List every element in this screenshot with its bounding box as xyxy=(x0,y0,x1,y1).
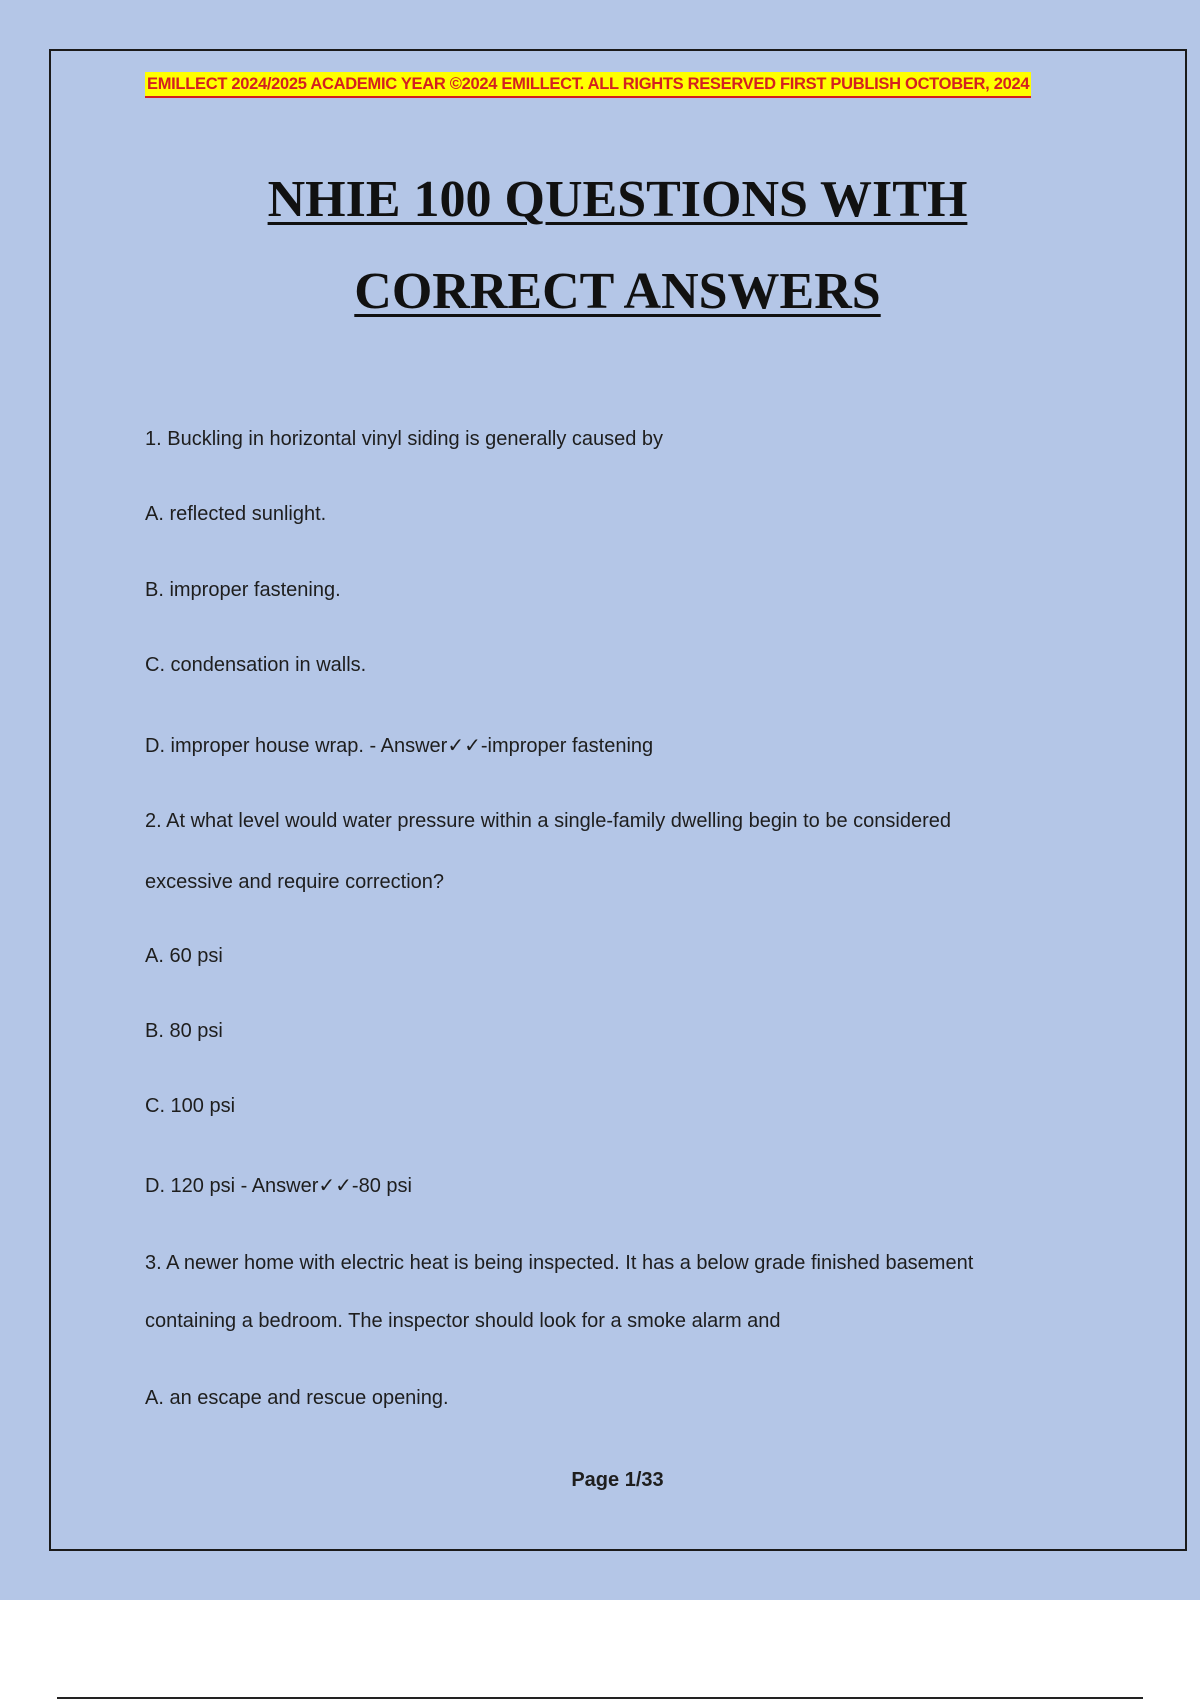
question-2-text-line-1: 2. At what level would water pressure within a single-family dwelling begin to be considered xyxy=(145,810,951,832)
question-2-option-d-answer: D. 120 psi - Answer✓✓-80 psi xyxy=(145,1175,412,1197)
question-2-option-c: C. 100 psi xyxy=(145,1095,236,1117)
bottom-divider xyxy=(57,1697,1143,1699)
question-2-text-line-2: excessive and require correction? xyxy=(145,871,445,893)
question-1-option-a: A. reflected sunlight. xyxy=(145,503,327,525)
question-1-option-d-answer: D. improper house wrap. - Answer✓✓-improper fastening xyxy=(145,735,654,757)
question-1-option-b: B. improper fastening. xyxy=(145,579,341,601)
question-3-text-line-1: 3. A newer home with electric heat is being inspected. It has a below grade finished basement xyxy=(145,1252,974,1274)
document-title-line-1: NHIE 100 QUESTIONS WITH xyxy=(267,171,968,228)
question-3-text-line-2: containing a bedroom. The inspector should look for a smoke alarm and xyxy=(145,1310,781,1332)
question-1-option-c: C. condensation in walls. xyxy=(145,654,367,676)
question-2-option-b: B. 80 psi xyxy=(145,1020,223,1042)
copyright-banner: EMILLECT 2024/2025 ACADEMIC YEAR ©2024 EMILLECT. ALL RIGHTS RESERVED FIRST PUBLISH OCTOBER, 2024 xyxy=(145,72,1031,98)
question-3-option-a: A. an escape and rescue opening. xyxy=(145,1387,449,1409)
question-1-text: 1. Buckling in horizontal vinyl siding is generally caused by xyxy=(145,428,664,450)
page-number: Page 1/33 xyxy=(571,1469,664,1491)
document-title-line-2: CORRECT ANSWERS xyxy=(354,263,881,320)
question-2-option-a: A. 60 psi xyxy=(145,945,223,967)
